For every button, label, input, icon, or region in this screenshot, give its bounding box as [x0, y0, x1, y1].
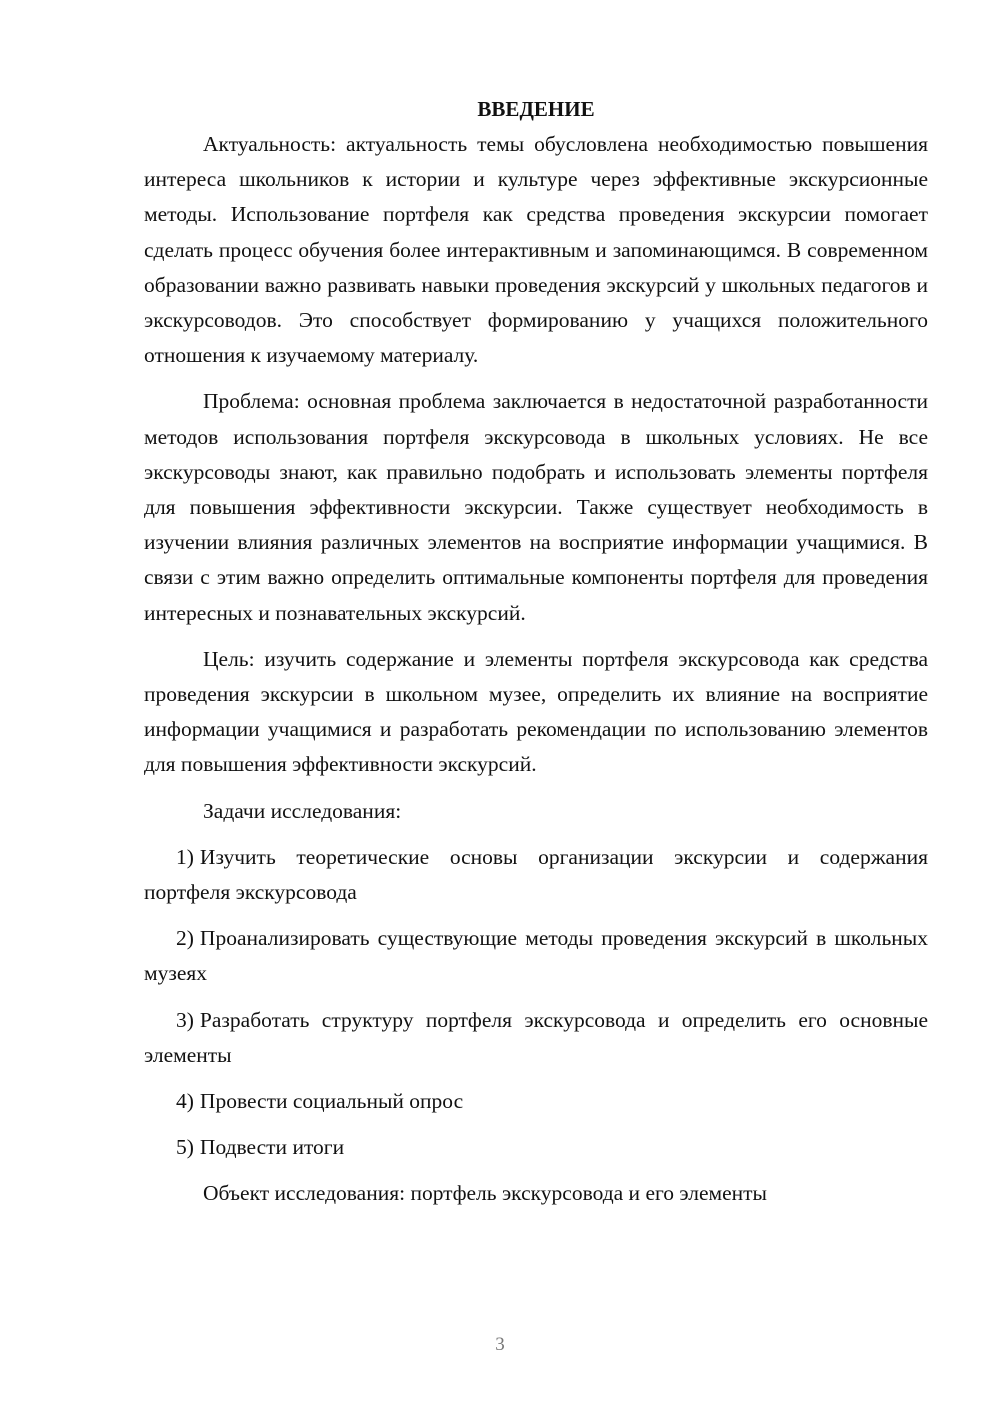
task-text: Разработать структуру портфеля экскурсовода и определить его основные элементы: [144, 1007, 928, 1067]
document-page: [144, 95, 928, 1223]
page-title: ВВЕДЕНИЕ: [477, 97, 595, 121]
paragraph-relevance: Актуальность: актуальность темы обусловлена необходимостью повышения интереса школьников к истории и культуре через эффективные экскурсионные методы. Использование портфеля как средства проведения экскурсии помогает сделать процесс обучения более интерактивным и запоминающимся. В современном образовании важно развивать навыки проведения экскурсий у школьных педагогов и экскурсоводов. Это способствует формированию у учащихся положительного отношения к изучаемому материалу.: [144, 132, 928, 368]
task-item-2: [144, 921, 928, 991]
task-number: 1): [176, 844, 194, 869]
task-number: 2): [176, 926, 194, 951]
task-text: Изучить теоретические основы организации экскурсии и содержания портфеля экскурсовода: [144, 844, 928, 905]
task-text: Подвести итоги: [199, 1135, 345, 1160]
paragraph-problem: Проблема: основная проблема заключается в недостаточной разработанности методов использования портфеля экскурсовода в школьных условиях. Не все экскурсоводы знают, как правильно подобрать и использовать элементы портфеля для повышения эффективности экскурсии. Также существует необходимость в изучении влияния различных элементов на восприятие информации учащимися. В связи с этим важно определить оптимальные компоненты портфеля для проведения интересных и познавательных экскурсий.: [144, 389, 928, 625]
task-number: 5): [176, 1135, 194, 1160]
task-item-1: [144, 840, 928, 910]
task-item-5: [144, 1130, 928, 1165]
task-number: 4): [176, 1089, 194, 1114]
paragraph-tasks-heading: Задачи исследования:: [203, 798, 402, 823]
task-item-3: [144, 1003, 928, 1073]
task-number: 3): [176, 1007, 194, 1032]
paragraph-goal: Цель: изучить содержание и элементы портфеля экскурсовода как средства проведения экскурсии в школьном музее, определить их влияние на восприятие информации учащимися и разработать рекомендации по использованию элементов для повышения эффективности экскурсий.: [144, 646, 928, 777]
paragraph-object: Объект исследования: портфель экскурсовода и его элементы: [203, 1181, 767, 1206]
task-text: Проанализировать существующие методы проведения экскурсий в школьных музеях: [144, 926, 928, 986]
task-item-4: [144, 1084, 928, 1119]
task-text: Провести социальный опрос: [199, 1089, 464, 1114]
page-number: 3: [495, 1334, 505, 1355]
